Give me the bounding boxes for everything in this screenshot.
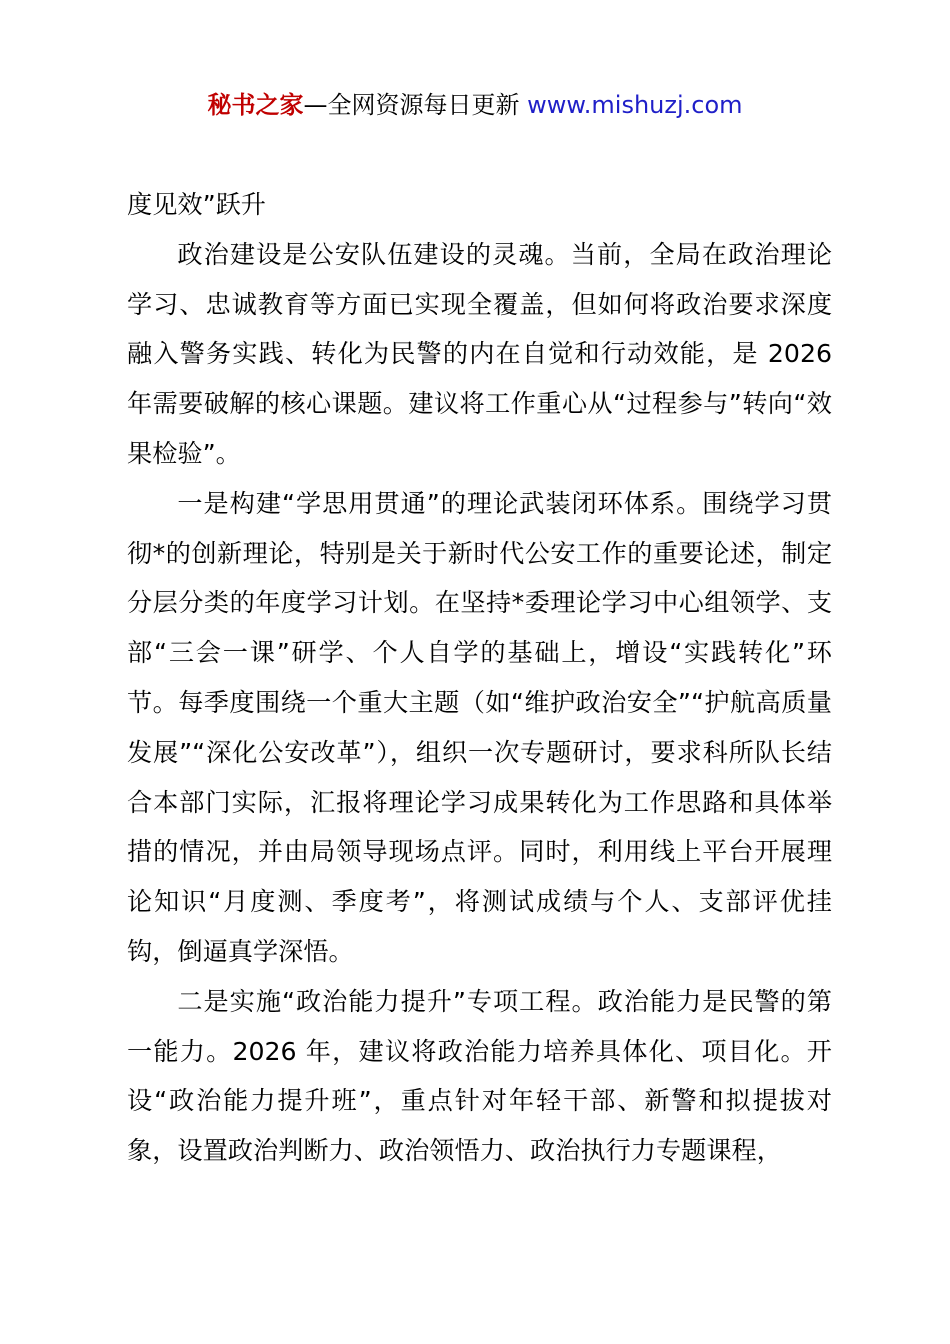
document-body (127, 180, 832, 1176)
header-tagline: —全网资源每日更新 (303, 91, 528, 119)
paragraph-point-two: 二是实施“政治能力提升”专项工程。政治能力是民警的第一能力。2026 年，建议将政治能力培养具体化、项目化。开设“政治能力提升班”，重点针对年轻干部、新警和拟提拔对象，设置政治判断力、政治领悟力、政治执行力专题课程， (127, 986, 832, 1166)
paragraph-political-building: 政治建设是公安队伍建设的灵魂。当前，全局在政治理论学习、忠诚教育等方面已实现全覆盖，但如何将政治要求深度融入警务实践、转化为民警的内在自觉和行动效能，是 2026 年需要破解的核心课题。建议将工作重心从“过程参与”转向“效果检验”。 (127, 239, 832, 468)
paragraph-point-one: 一是构建“学思用贯通”的理论武装闭环体系。围绕学习贯彻*的创新理论，特别是关于新时代公安工作的重要论述，制定分层分类的年度学习计划。在坚持*委理论学习中心组领学、支部“三会一课”研学、个人自学的基础上，增设“实践转化”环节。每季度围绕一个重大主题（如“维护政治安全”“护航高质量发展”“深化公安改革”），组织一次专题研讨，要求科所队长结合本部门实际，汇报将理论学习成果转化为工作思路和具体举措的情况，并由局领导现场点评。同时，利用线上平台开展理论知识“月度测、季度考”，将测试成绩与个人、支部评优挂钩，倒逼真学深悟。 (127, 488, 832, 966)
website-link[interactable]: www.mishuzj.com (527, 91, 743, 119)
paragraph-continuation: 度见效”跃升 (127, 190, 266, 219)
brand-name: 秘书之家 (207, 91, 304, 119)
page-header (0, 88, 950, 122)
